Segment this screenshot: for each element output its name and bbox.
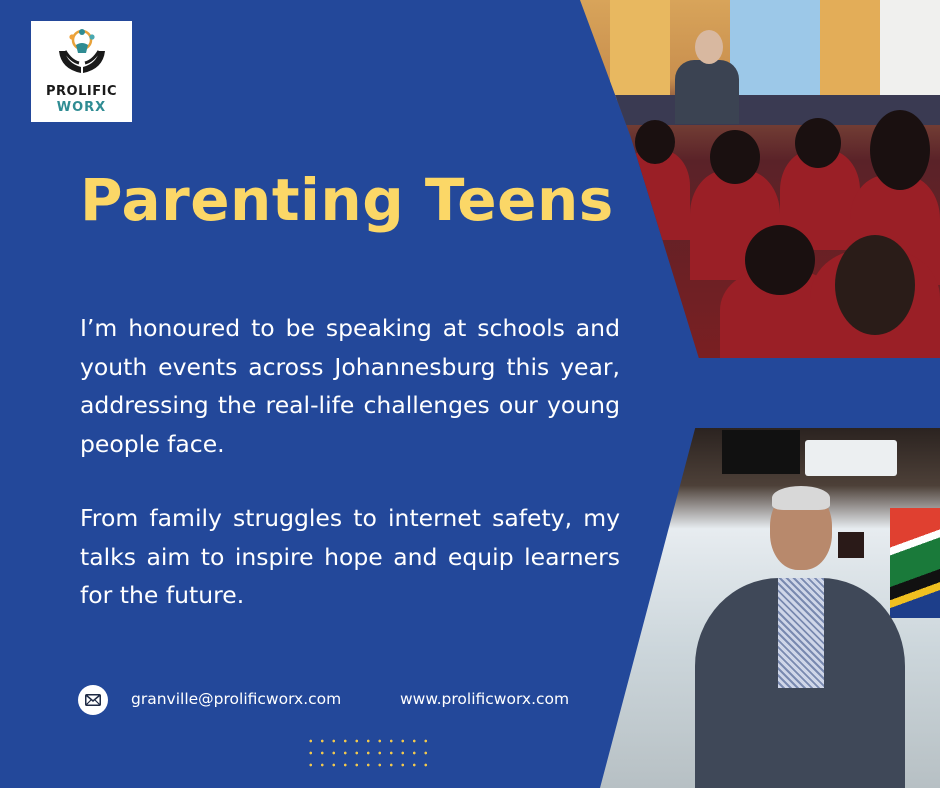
decorative-dot-grid [305, 735, 435, 775]
intro-paragraph: I’m honoured to be speaking at schools and youth events across Johannesburg this year, addressing the real-life challenges our young people face. [80, 314, 620, 458]
logo-text-worx: WORX [56, 100, 107, 115]
mission-paragraph: From family struggles to internet safety, my talks aim to inspire hope and equip learners for the future. [80, 504, 620, 609]
logo-text-prolific: PROLIFIC [46, 84, 117, 99]
studio-photo [600, 428, 940, 788]
contact-website[interactable]: www.prolificworx.com [400, 690, 570, 708]
contact-email[interactable]: granville@prolificworx.com [131, 690, 342, 708]
prolific-worx-logo [31, 21, 132, 122]
page-title: Parenting Teens [80, 166, 614, 234]
hands-people-icon [31, 21, 132, 91]
mail-icon [78, 685, 108, 715]
